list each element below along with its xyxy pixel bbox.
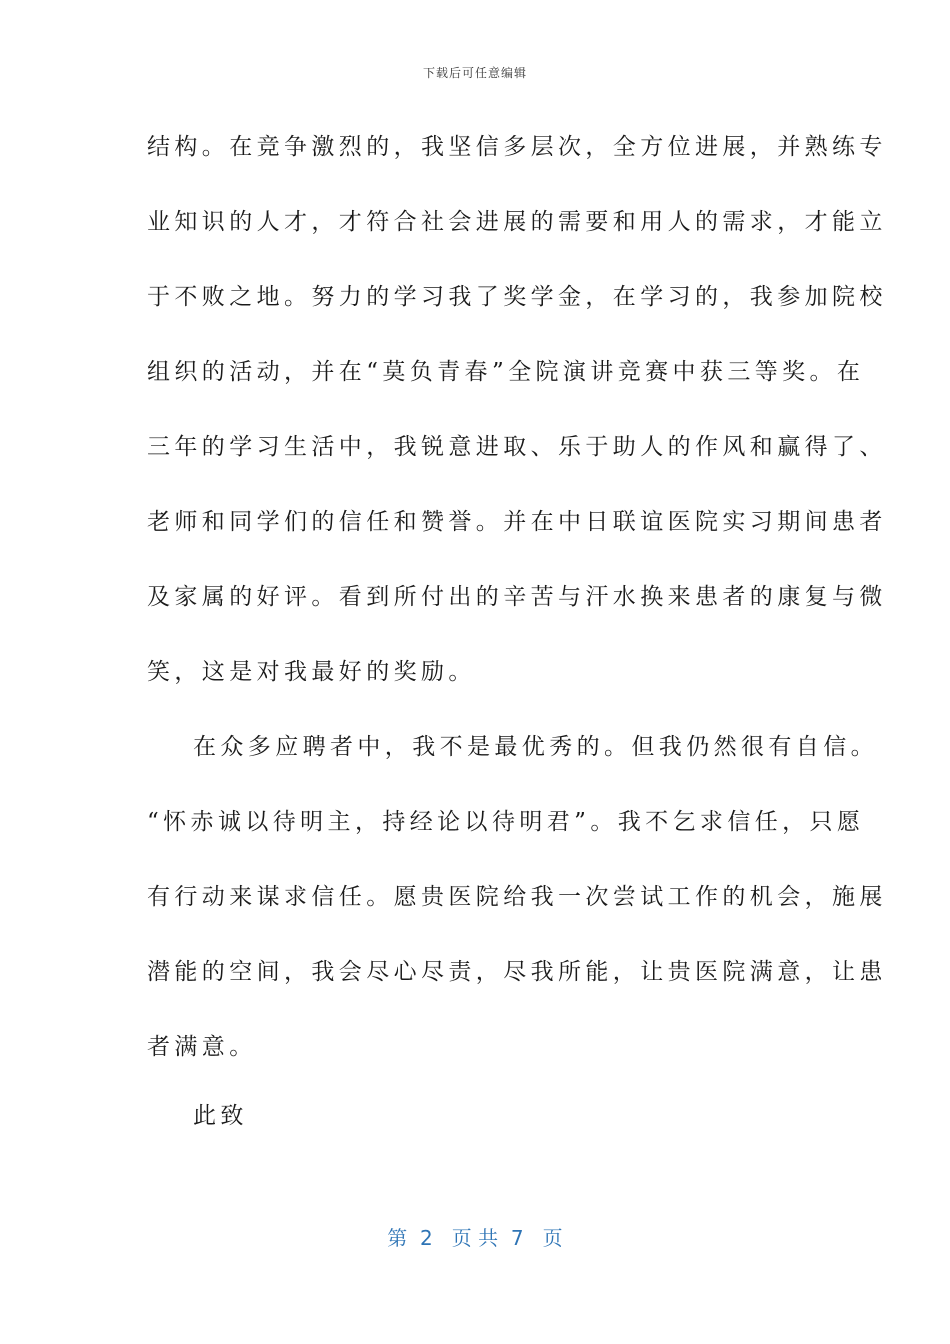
paragraph-line: 在众多应聘者中，我不是最优秀的。但我仍然很有自信。 [193, 734, 878, 760]
paragraph-line: 组织的活动，并在“莫负青春”全院演讲竞赛中获三等奖。在 [147, 359, 865, 385]
paragraph-line: 潜能的空间，我会尽心尽责，尽我所能，让贵医院满意，让患 [147, 959, 887, 985]
paragraph-line: 及家属的好评。看到所付出的辛苦与汗水换来患者的康复与微 [147, 584, 887, 610]
salutation: 此致 [193, 1103, 248, 1129]
page-number-footer: 第 2 页 共 7 页 [387, 1226, 563, 1250]
paragraph-line: “怀赤诚以待明主，持经论以待明君”。我不乞求信任，只愿 [147, 809, 865, 835]
paragraph-line: 于不败之地。努力的学习我了奖学金，在学习的，我参加院校 [147, 284, 887, 310]
paragraph-line: 笑，这是对我最好的奖励。 [147, 659, 476, 685]
page-header-note: 下载后可任意编辑 [422, 66, 527, 80]
paragraph-line: 有行动来谋求信任。愿贵医院给我一次尝试工作的机会，施展 [147, 884, 887, 910]
paragraph-line: 者满意。 [147, 1034, 257, 1060]
letter-body [147, 124, 887, 1099]
paragraph-line: 老师和同学们的信任和赞誉。并在中日联谊医院实习期间患者 [147, 509, 887, 535]
paragraph-line: 结构。在竞争激烈的，我坚信多层次，全方位进展，并熟练专 [147, 134, 887, 160]
paragraph-line: 三年的学习生活中，我锐意进取、乐于助人的作风和赢得了、 [147, 434, 887, 460]
paragraph-line: 业知识的人才，才符合社会进展的需要和用人的需求，才能立 [147, 209, 887, 235]
